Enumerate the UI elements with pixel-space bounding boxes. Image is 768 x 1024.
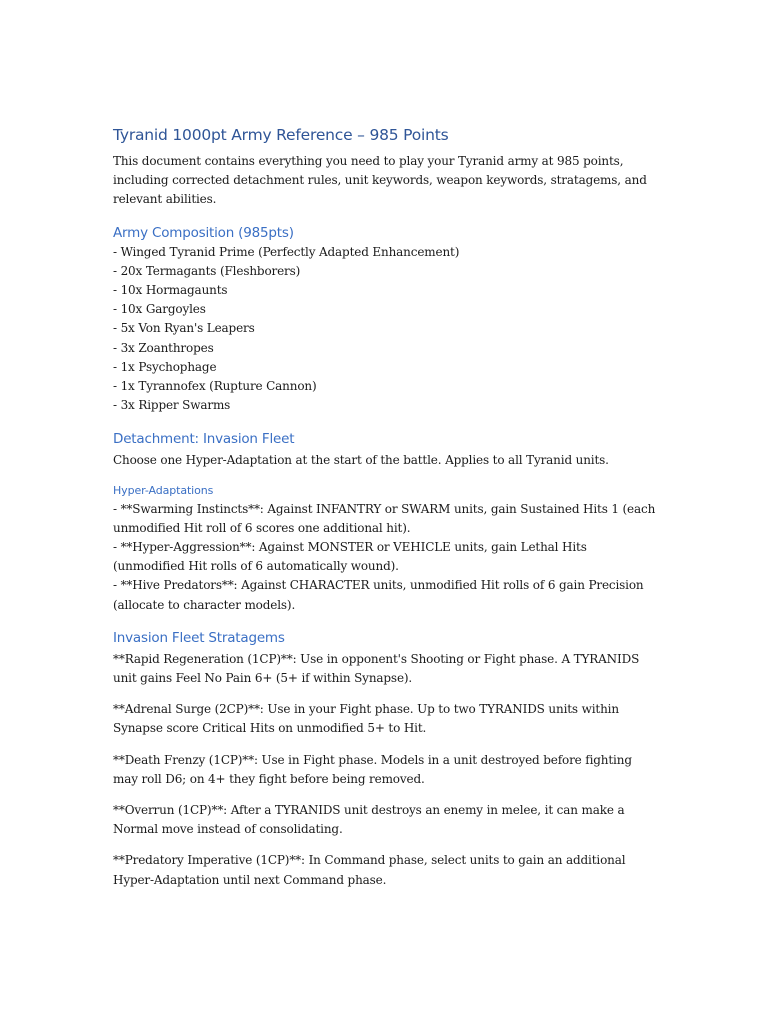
detachment-paragraph: Choose one Hyper-Adaptation at the start of the battle. Applies to all Tyranid units. [113, 453, 609, 468]
stratagem-paragraph: **Rapid Regeneration (1CP)**: Use in opponent's Shooting or Fight phase. A TYRANIDS unit gains Feel No Pain 6+ (5+ if within Synapse). [113, 651, 640, 686]
document-page [113, 124, 658, 890]
stratagem-paragraph: **Adrenal Surge (2CP)**: Use in your Fight phase. Up to two TYRANIDS units within Synapse score Critical Hits on unmodified 5+ to Hit. [113, 702, 619, 736]
list-item: - **Swarming Instincts**: Against INFANTRY or SWARM units, gain Sustained Hits 1 (each unmodified Hit roll of 6 scores one additional hit). [113, 501, 656, 535]
stratagem-paragraph: **Predatory Imperative (1CP)**: In Command phase, select units to gain an additional Hyper-Adaptation until next Command phase. [113, 853, 626, 887]
list-item: - 5x Von Ryan's Leapers [113, 321, 255, 336]
list-item: - 3x Ripper Swarms [113, 398, 231, 413]
list-item: - 20x Termagants (Fleshborers) [113, 263, 301, 278]
list-item: - Winged Tyranid Prime (Perfectly Adapted Enhancement) [113, 244, 460, 259]
list-item: - 1x Tyrannofex (Rupture Cannon) [113, 379, 317, 394]
intro-paragraph: This document contains everything you need to play your Tyranid army at 985 points, including corrected detachment rules, unit keywords, weapon keywords, stratagems, and relevant abilities. [113, 154, 647, 207]
stratagem-paragraph: **Overrun (1CP)**: After a TYRANIDS unit destroys an enemy in melee, it can make a Normal move instead of consolidating. [113, 803, 625, 837]
heading-stratagems: Invasion Fleet Stratagems [113, 629, 285, 646]
heading-hyper-adaptations: Hyper-Adaptations [113, 483, 214, 497]
heading-detachment: Detachment: Invasion Fleet [113, 431, 295, 448]
document-title: Tyranid 1000pt Army Reference – 985 Points [113, 126, 449, 144]
list-item: - **Hive Predators**: Against CHARACTER units, unmodified Hit rolls of 6 gain Precision (allocate to character models). [113, 578, 644, 612]
list-item: - **Hyper-Aggression**: Against MONSTER or VEHICLE units, gain Lethal Hits (unmodified Hit rolls of 6 automatically wound). [113, 540, 587, 574]
list-item: - 3x Zoanthropes [113, 340, 214, 355]
heading-army-composition: Army Composition (985pts) [113, 224, 294, 241]
list-item: - 10x Gargoyles [113, 302, 206, 317]
composition-list [113, 243, 658, 416]
list-item: - 1x Psychophage [113, 359, 217, 374]
list-item: - 10x Hormagaunts [113, 283, 228, 298]
hyper-adaptation-list [113, 500, 658, 615]
stratagem-paragraph: **Death Frenzy (1CP)**: Use in Fight phase. Models in a unit destroyed before fighting may roll D6; on 4+ they fight before being removed. [113, 752, 632, 786]
